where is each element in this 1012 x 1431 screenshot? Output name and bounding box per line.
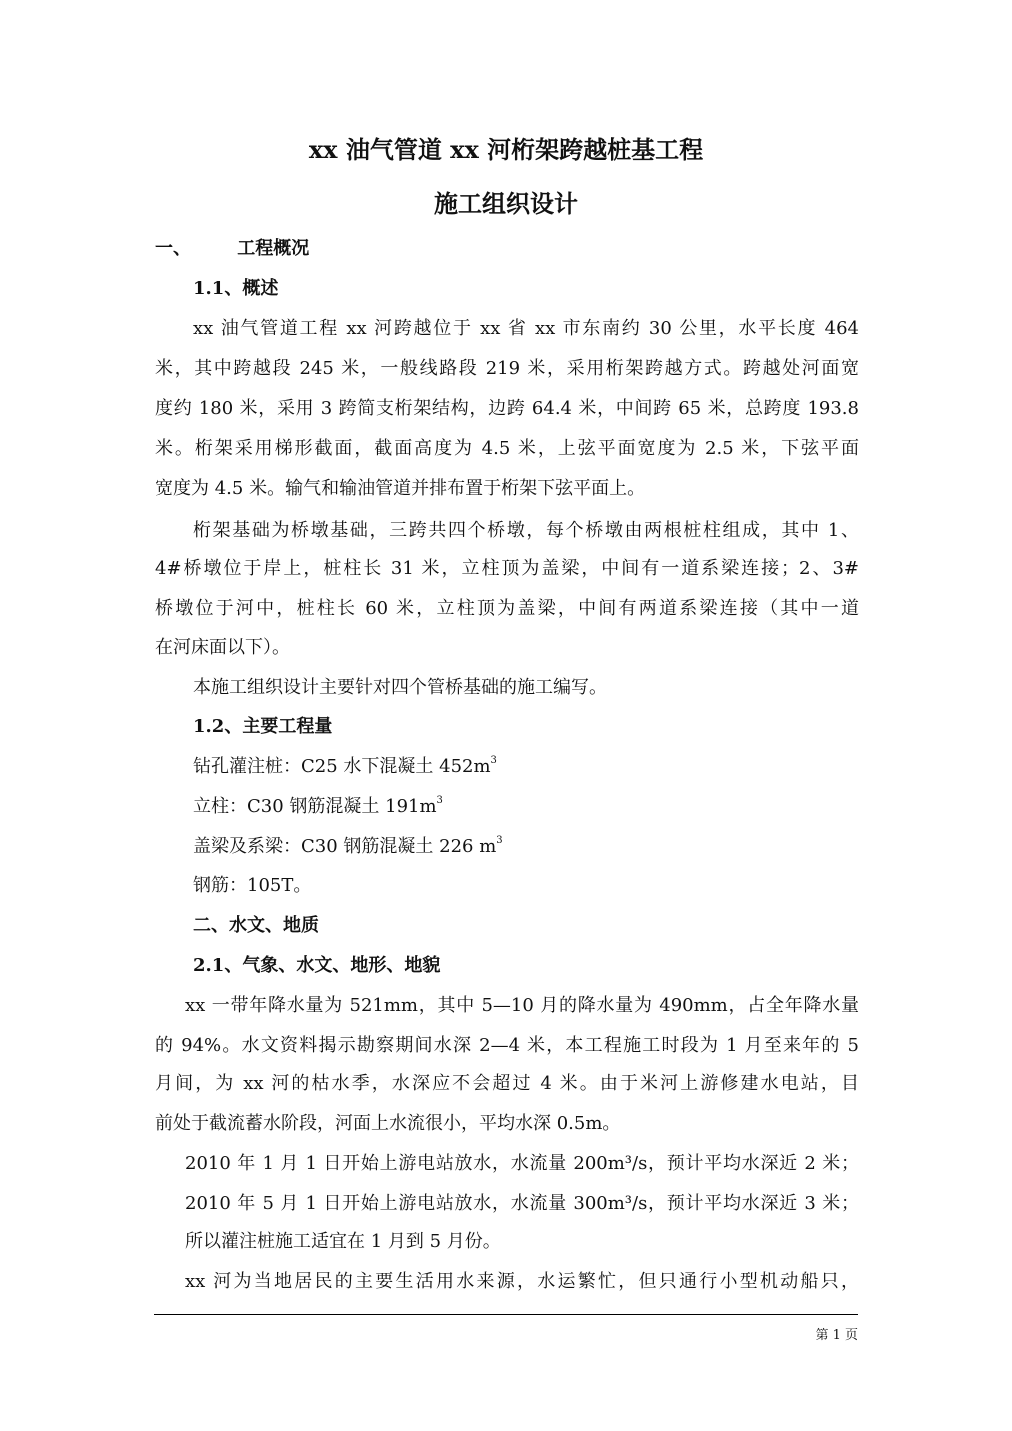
footer-divider bbox=[154, 1314, 858, 1315]
paragraph-line: xx 河为当地居民的主要生活用水来源，水运繁忙，但只通行小型机动船只， bbox=[185, 1271, 859, 1292]
paragraph-line: 在河床面以下）。 bbox=[155, 637, 290, 658]
paragraph-line: 4#桥墩位于岸上，桩柱长 31 米，立柱顶为盖梁，中间有一道系梁连接；2、3# bbox=[155, 558, 859, 579]
section-1-title: 工程概况 bbox=[237, 238, 310, 259]
paragraph-line: 本施工组织设计主要针对四个管桥基础的施工编写。 bbox=[193, 677, 607, 698]
paragraph-line: 米，其中跨越段 245 米，一般线路段 219 米，采用桁架跨越方式。跨越处河面宽 bbox=[155, 358, 859, 379]
paragraph-line: 桥墩位于河中，桩柱长 60 米，立柱顶为盖梁，中间有两道系梁连接（其中一道 bbox=[155, 598, 859, 619]
subsection-1-2-heading: 1.2、主要工程量 bbox=[193, 716, 333, 737]
paragraph-line: 桁架基础为桥墩基础，三跨共四个桥墩，每个桥墩由两根桩柱组成，其中 1、 bbox=[193, 520, 859, 541]
section-1-number: 一、 bbox=[155, 238, 191, 259]
paragraph-line: 米。桁架采用梯形截面，截面高度为 4.5 米，上弦平面宽度为 2.5 米，下弦平面 bbox=[155, 438, 859, 459]
quantity-item: 立柱：C30 钢筋混凝土 $191m^3$ bbox=[193, 795, 443, 817]
quantity-item: 盖梁及系梁：C30 钢筋混凝土 226 $m^3$ bbox=[193, 835, 503, 857]
paragraph-line: 宽度为 4.5 米。输气和输油管道并排布置于桁架下弦平面上。 bbox=[155, 478, 646, 499]
paragraph-line: 2010 年 1 月 1 日开始上游电站放水，水流量 200m³/s，预计平均水深近 2 米； bbox=[185, 1153, 859, 1174]
paragraph-line: 前处于截流蓄水阶段，河面上水流很小，平均水深 0.5m。 bbox=[155, 1113, 621, 1134]
quantity-item: 钢筋：105T。 bbox=[193, 875, 312, 896]
paragraph-line: xx 一带年降水量为 521mm，其中 5—10 月的降水量为 490mm，占全年降水量 bbox=[185, 995, 859, 1016]
paragraph-line: 度约 180 米，采用 3 跨简支桁架结构，边跨 64.4 米，中间跨 65 米，总跨度 193.8 bbox=[155, 398, 859, 419]
paragraph-line: 2010 年 5 月 1 日开始上游电站放水，水流量 300m³/s，预计平均水深近 3 米； bbox=[185, 1193, 859, 1214]
section-2-heading: 二、水文、地质 bbox=[193, 915, 319, 936]
quantity-item: 钻孔灌注桩：C25 水下混凝土 $452m^3$ bbox=[193, 755, 497, 777]
paragraph-line: 所以灌注桩施工适宜在 1 月到 5 月份。 bbox=[185, 1231, 501, 1252]
subsection-2-1-heading: 2.1、气象、水文、地形、地貌 bbox=[193, 955, 441, 976]
section-1-heading bbox=[155, 229, 859, 269]
paragraph-line: 月间，为 xx 河的枯水季，水深应不会超过 4 米。由于米河上游修建水电站，目 bbox=[155, 1073, 859, 1094]
paragraph-line: xx 油气管道工程 xx 河跨越位于 xx 省 xx 市东南约 30 公里，水平长度 464 bbox=[193, 318, 859, 339]
page-number: 第 1 页 bbox=[815, 1328, 858, 1343]
subsection-1-1-heading: 1.1、概述 bbox=[193, 278, 279, 299]
paragraph-line: 的 94%。水文资料揭示勘察期间水深 2—4 米，本工程施工时段为 1 月至来年的 5 bbox=[155, 1035, 859, 1056]
document-title: xx 油气管道 xx 河桁架跨越桩基工程 bbox=[308, 135, 704, 164]
document-subtitle: 施工组织设计 bbox=[434, 189, 578, 218]
